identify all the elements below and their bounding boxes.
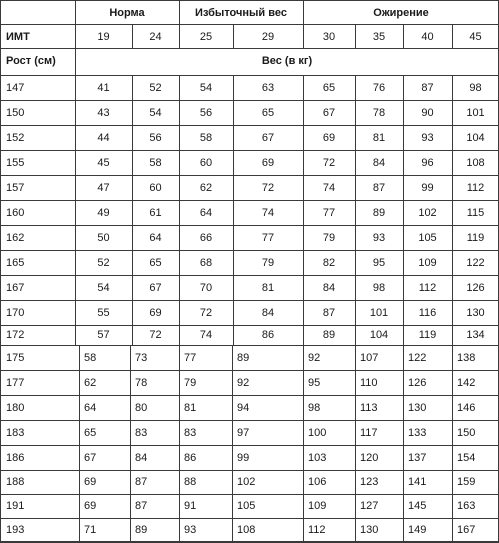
grid-line-v (403, 24, 404, 48)
bmi-value: 40 (421, 31, 434, 43)
weight-cell: 84 (261, 307, 275, 319)
weight-cell: 81 (372, 132, 386, 144)
weight-cell: 77 (322, 207, 336, 219)
group-header: Избыточный вес (195, 7, 287, 19)
height-cell: 191 (6, 500, 25, 512)
weight-cell: 55 (97, 307, 110, 319)
weight-cell: 93 (372, 232, 386, 244)
weight-cell: 56 (149, 132, 162, 144)
weight-cell: 142 (457, 377, 476, 389)
weight-cell: 146 (457, 402, 476, 414)
height-cell: 193 (6, 524, 25, 536)
weight-cell: 130 (408, 402, 427, 414)
weight-cell: 95 (308, 377, 321, 389)
weight-cell: 49 (97, 207, 110, 219)
weight-cell: 90 (421, 107, 434, 119)
weight-cell: 58 (199, 132, 213, 144)
weight-cell: 84 (322, 282, 336, 294)
height-cell: 186 (6, 452, 25, 464)
weight-cell: 65 (322, 82, 336, 94)
weight-cell: 74 (199, 329, 213, 341)
weight-cell: 83 (135, 427, 148, 439)
weight-cell: 130 (360, 524, 379, 536)
weight-cell: 119 (418, 329, 437, 341)
weight-cell: 112 (418, 282, 437, 294)
weight-cell: 130 (466, 307, 485, 319)
weight-cell: 47 (97, 182, 110, 194)
weight-cell: 87 (322, 307, 336, 319)
weight-cell: 82 (322, 257, 336, 269)
weight-cell: 106 (308, 476, 327, 488)
weight-cell: 69 (84, 500, 97, 512)
weight-cell: 50 (97, 232, 110, 244)
grid-line-h (0, 445, 499, 446)
weight-cell: 84 (372, 157, 386, 169)
weight-cell: 41 (97, 82, 110, 94)
weight-cell: 102 (418, 207, 437, 219)
weight-cell: 100 (308, 427, 327, 439)
weight-cell: 67 (84, 452, 97, 464)
weight-cell: 67 (322, 107, 336, 119)
weight-cell: 63 (261, 82, 275, 94)
weight-cell: 78 (372, 107, 386, 119)
weight-cell: 73 (135, 352, 148, 364)
weight-cell: 119 (466, 232, 485, 244)
weight-cell: 126 (466, 282, 485, 294)
weight-cell: 86 (184, 452, 197, 464)
weight-cell: 67 (149, 282, 162, 294)
weight-cell: 92 (237, 377, 250, 389)
weight-cell: 117 (360, 427, 378, 439)
weight-cell: 64 (149, 232, 162, 244)
grid-line-v (403, 345, 404, 542)
weight-cell: 58 (84, 352, 97, 364)
weight-cell: 60 (149, 182, 162, 194)
weight-cell: 116 (418, 307, 437, 319)
weight-cell: 94 (237, 402, 250, 414)
weight-cell: 87 (421, 82, 434, 94)
weight-cell: 122 (408, 352, 427, 364)
weight-cell: 54 (97, 282, 110, 294)
weight-cell: 86 (261, 329, 275, 341)
height-cell: 155 (6, 157, 25, 169)
weight-cell: 89 (322, 329, 336, 341)
height-cell: 165 (6, 257, 25, 269)
bmi-value: 45 (469, 31, 482, 43)
weight-cell: 54 (149, 107, 162, 119)
grid-line-v (132, 75, 133, 345)
weight-cell: 77 (261, 232, 275, 244)
weight-cell: 145 (408, 500, 427, 512)
grid-line-h (0, 470, 499, 471)
weight-cell: 65 (261, 107, 275, 119)
weight-cell: 43 (97, 107, 110, 119)
grid-line-h (0, 345, 499, 346)
weight-cell: 137 (408, 452, 427, 464)
weight-cell: 56 (199, 107, 213, 119)
weight-cell: 65 (149, 257, 162, 269)
grid-line-h (0, 518, 499, 519)
weight-cell: 133 (408, 427, 427, 439)
weight-cell: 52 (149, 82, 162, 94)
weight-cell: 91 (184, 500, 197, 512)
weight-cell: 84 (135, 452, 148, 464)
weight-cell: 60 (199, 157, 213, 169)
grid-line-h (0, 420, 499, 421)
height-cell: 162 (6, 232, 25, 244)
weight-cell: 66 (199, 232, 213, 244)
weight-cell: 107 (360, 352, 379, 364)
weight-cell: 92 (308, 352, 321, 364)
weight-cell: 89 (135, 524, 148, 536)
weight-cell: 61 (149, 207, 162, 219)
weight-cell: 103 (308, 452, 327, 464)
grid-line-v (303, 345, 304, 542)
weight-cell: 64 (84, 402, 97, 414)
weight-cell: 89 (372, 207, 386, 219)
weight-cell: 149 (408, 524, 427, 536)
weight-cell: 109 (418, 257, 437, 269)
weight-cell: 93 (421, 132, 434, 144)
height-cell: 177 (6, 377, 25, 389)
weight-cell: 57 (97, 329, 110, 341)
bmi-value: 25 (199, 31, 213, 43)
weight-cell: 97 (237, 427, 250, 439)
grid-line-v (452, 345, 453, 542)
weight-cell: 64 (199, 207, 213, 219)
weight-cell: 115 (466, 207, 485, 219)
weight-cell: 54 (199, 82, 213, 94)
height-cell: 188 (6, 476, 25, 488)
weight-cell: 108 (237, 524, 256, 536)
group-header: Норма (109, 7, 145, 19)
weight-cell: 87 (135, 476, 148, 488)
weight-cell: 98 (469, 82, 482, 94)
grid-line-v (403, 75, 404, 345)
grid-line-v (355, 24, 356, 48)
weight-cell: 81 (261, 282, 275, 294)
weight-cell: 76 (372, 82, 386, 94)
weight-cell: 78 (135, 377, 148, 389)
bmi-value: 29 (261, 31, 275, 43)
weight-cell: 154 (457, 452, 476, 464)
height-cell: 147 (6, 82, 25, 94)
grid-line-h (0, 370, 499, 371)
weight-cell: 62 (84, 377, 97, 389)
weight-cell: 72 (322, 157, 336, 169)
height-cell: 157 (6, 182, 25, 194)
weight-cell: 69 (261, 157, 275, 169)
weight-cell: 141 (408, 476, 427, 488)
weight-cell: 67 (261, 132, 275, 144)
weight-cell: 101 (369, 307, 389, 319)
weight-cell: 105 (237, 500, 256, 512)
weight-cell: 80 (135, 402, 148, 414)
bmi-value: 24 (149, 31, 162, 43)
weight-cell: 70 (199, 282, 213, 294)
height-cell: 183 (6, 427, 25, 439)
height-label: Рост (см) (6, 55, 56, 67)
height-cell: 175 (6, 352, 25, 364)
weight-cell: 88 (184, 476, 197, 488)
weight-cell: 112 (308, 524, 326, 536)
weight-cell: 65 (84, 427, 97, 439)
weight-cell: 134 (466, 329, 485, 341)
weight-cell: 62 (199, 182, 213, 194)
weight-cell: 52 (97, 257, 110, 269)
height-cell: 167 (6, 282, 25, 294)
weight-cell: 79 (322, 232, 336, 244)
weight-cell: 69 (322, 132, 336, 144)
grid-line-h (0, 494, 499, 495)
grid-line-v (179, 345, 180, 542)
weight-cell: 163 (457, 500, 476, 512)
weight-cell: 79 (184, 377, 197, 389)
weight-cell: 89 (237, 352, 250, 364)
weight-cell: 150 (457, 427, 476, 439)
grid-line-v (355, 345, 356, 542)
weight-cell: 87 (372, 182, 386, 194)
bmi-label: ИМТ (6, 31, 30, 43)
grid-line-v (0, 0, 1, 542)
weight-cell: 113 (360, 402, 378, 414)
weight-cell: 72 (149, 329, 162, 341)
weight-cell: 95 (372, 257, 386, 269)
weight-label: Вес (в кг) (261, 55, 313, 67)
weight-cell: 99 (421, 182, 434, 194)
weight-cell: 69 (149, 307, 162, 319)
grid-line-v (232, 345, 233, 542)
weight-cell: 98 (308, 402, 321, 414)
weight-cell: 102 (237, 476, 256, 488)
weight-cell: 74 (322, 182, 336, 194)
grid-line-v (79, 345, 80, 542)
grid-line-v (179, 75, 180, 345)
weight-cell: 104 (369, 329, 389, 341)
weight-cell: 74 (261, 207, 275, 219)
grid-line-v (355, 75, 356, 345)
grid-line-v (452, 75, 453, 345)
weight-cell: 72 (199, 307, 213, 319)
weight-cell: 138 (457, 352, 476, 364)
height-cell: 172 (6, 329, 25, 341)
grid-line-v (75, 48, 76, 345)
weight-cell: 98 (372, 282, 386, 294)
weight-cell: 123 (360, 476, 379, 488)
height-cell: 170 (6, 307, 25, 319)
weight-cell: 45 (97, 157, 110, 169)
grid-line-v (130, 345, 131, 542)
weight-cell: 83 (184, 427, 197, 439)
weight-cell: 108 (466, 157, 485, 169)
bmi-value: 19 (97, 31, 110, 43)
bmi-value: 30 (322, 31, 336, 43)
weight-cell: 69 (84, 476, 97, 488)
grid-line-v (303, 0, 304, 48)
weight-cell: 109 (308, 500, 327, 512)
weight-cell: 110 (360, 377, 378, 389)
group-header: Ожирение (373, 7, 429, 19)
grid-line-v (452, 24, 453, 48)
grid-line-v (303, 75, 304, 345)
weight-cell: 105 (418, 232, 437, 244)
weight-cell: 126 (408, 377, 427, 389)
weight-cell: 71 (84, 524, 97, 536)
weight-cell: 81 (184, 402, 197, 414)
weight-cell: 99 (237, 452, 250, 464)
weight-cell: 58 (149, 157, 162, 169)
weight-cell: 104 (466, 132, 485, 144)
weight-cell: 93 (184, 524, 197, 536)
weight-cell: 167 (457, 524, 476, 536)
weight-cell: 68 (199, 257, 213, 269)
weight-cell: 122 (466, 257, 485, 269)
height-cell: 152 (6, 132, 25, 144)
weight-cell: 96 (421, 157, 434, 169)
weight-cell: 112 (466, 182, 485, 194)
height-cell: 180 (6, 402, 25, 414)
grid-line-v (132, 24, 133, 48)
grid-line-v (75, 0, 76, 48)
grid-line-v (179, 0, 180, 48)
weight-cell: 77 (184, 352, 197, 364)
weight-cell: 127 (360, 500, 379, 512)
grid-line-h (0, 395, 499, 396)
height-cell: 150 (6, 107, 25, 119)
weight-cell: 101 (466, 107, 485, 119)
weight-cell: 87 (135, 500, 148, 512)
weight-cell: 159 (457, 476, 476, 488)
grid-line-v (233, 75, 234, 345)
weight-cell: 79 (261, 257, 275, 269)
bmi-value: 35 (372, 31, 386, 43)
weight-cell: 44 (97, 132, 110, 144)
weight-cell: 120 (360, 452, 379, 464)
grid-line-v (233, 24, 234, 48)
weight-cell: 72 (261, 182, 275, 194)
height-cell: 160 (6, 207, 25, 219)
